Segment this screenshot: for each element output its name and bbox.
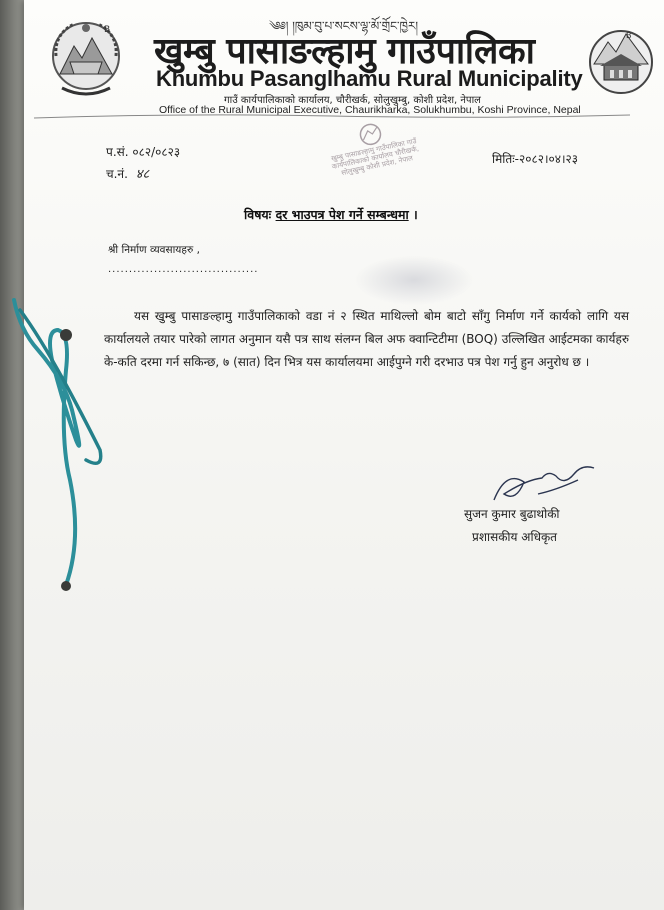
stamp-text: खुम्बु पासाङल्हामु गाउँपालिका गाउँ कार्यपालिकाको कार्यालय चौरीखर्क, सोलुखुम्बु कोशी प्रदेश, नेपाल <box>330 137 420 178</box>
signatory-title: प्रशासकीय अधिकृत <box>472 530 558 544</box>
office-stamp <box>319 112 429 190</box>
office-address-nepali: गाउँ कार्यपालिकाको कार्यालय, चौरीखर्क, सोलुखुम्बु, कोशी प्रदेश, नेपाल <box>224 95 481 106</box>
letter-body: यस खुम्बु पासाङल्हामु गाउँपालिकाको वडा नं २ स्थित माथिल्लो बोम बाटो साँगु निर्माण गर्ने कार्यको लागि यस कार्यालयले तयार पारेको लागत अनुमान यसै पत्र साथ संलग्न बिल अफ क्वान्टिटीमा (BOQ) उल्लिखित आईटमका कार्यहरु के-कति दरमा गर्न सकिन्छ, ७ (सात) दिन भित्र यस कार्यालयमा आईपुग्ने गरी दरभाउ पत्र पेश गर्नु हुन अनुरोध छ । <box>104 309 629 369</box>
tibetan-header: ༄༅། །ཁུམ་བུ་པ་སངས་ལྷ་མོ་གྲོང་ཁྱེར། <box>269 19 419 33</box>
office-address-english: Office of the Rural Municipal Executive, Chaurikharka, Solukhumbu, Koshi Province, Nepal <box>159 104 581 116</box>
svg-text:B: B <box>104 25 111 35</box>
nepal-emblem-icon <box>46 14 126 104</box>
letter-number: प.सं. ०८२/०८२३ <box>106 145 181 159</box>
paper-smudge <box>354 255 474 305</box>
subject-line <box>244 206 418 223</box>
header-divider <box>32 112 632 120</box>
municipality-name-english: Khumbu Pasanglhamu Rural Municipality <box>156 66 583 91</box>
recipient-name: श्री निर्माण व्यवसायहरु , <box>108 244 200 256</box>
subject-text: दर भाउपत्र पेश गर्ने सम्बन्धमा <box>275 207 409 222</box>
municipality-logo-icon <box>586 24 656 106</box>
recipient-dots: .................................... <box>108 264 259 275</box>
signatory-name: सुजन कुमार बुढाथोकी <box>464 507 560 521</box>
letter-page <box>24 0 664 910</box>
dispatch-number-label: च.नं. <box>106 167 128 181</box>
punch-hole-top <box>60 329 72 341</box>
signature-scribble <box>486 460 606 508</box>
dispatch-number <box>106 164 149 182</box>
letter-date: मितिः-२०८२।०४।२३ <box>492 152 579 166</box>
subject-label: विषयः <box>244 207 272 222</box>
binding-string <box>0 290 120 600</box>
dispatch-number-value: ४८ <box>135 167 150 182</box>
municipality-name-nepali: खुम्बु पासाङल्हामु गाउँपालिका <box>154 31 535 72</box>
svg-text:B: B <box>626 31 632 40</box>
punch-hole-bottom <box>61 581 71 591</box>
subject-end: । <box>413 207 418 222</box>
